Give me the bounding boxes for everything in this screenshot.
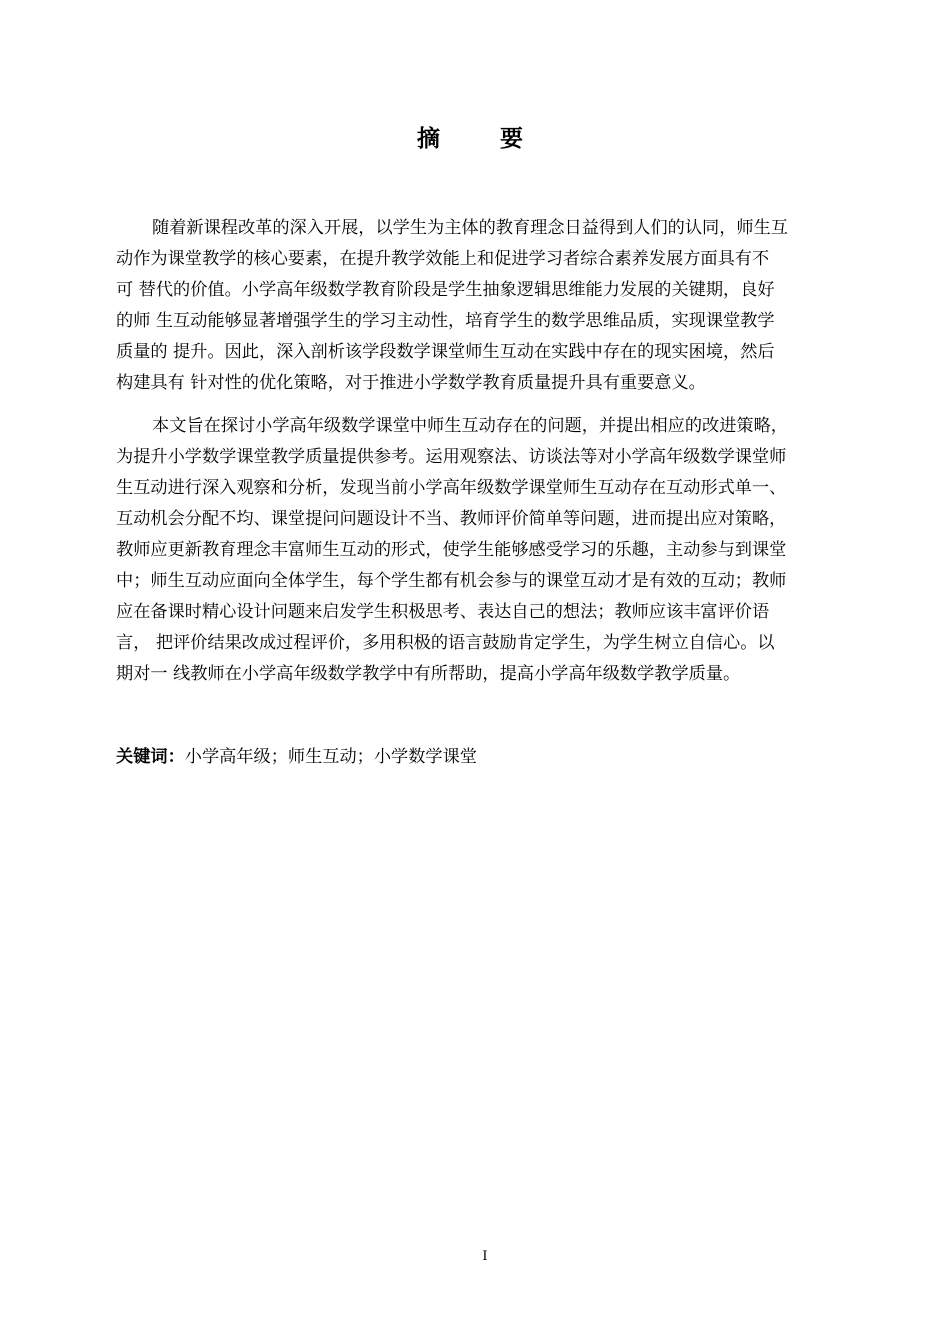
paragraph-line: 质量的 提升。因此，深入剖析该学段数学课堂师生互动在实践中存在的现实困境，然后 (116, 342, 775, 362)
keywords (116, 742, 477, 773)
keywords-label: 关键词： (116, 747, 185, 767)
paragraph-line: 中；师生互动应面向全体学生，每个学生都有机会参与的课堂互动才是有效的互动；教师 (116, 571, 787, 591)
paragraph-line: 构建具有 针对性的优化策略，对于推进小学数学教育质量提升具有重要意义。 (116, 373, 706, 393)
paragraph-line: 可 替代的价值。小学高年级数学教育阶段是学生抽象逻辑思维能力发展的关键期，良好 (116, 280, 775, 300)
abstract-paragraph-1 (116, 213, 860, 399)
paragraph-line: 应在备课时精心设计问题来启发学生积极思考、表达自己的想法；教师应该丰富评价语 (116, 602, 770, 622)
paragraph-line: 本文旨在探讨小学高年级数学课堂中师生互动存在的问题，并提出相应的改进策略， (152, 416, 788, 436)
abstract-title: 摘 要 (416, 126, 549, 152)
paragraph-line: 期对一 线教师在小学高年级数学教学中有所帮助，提高小学高年级数学教学质量。 (116, 664, 741, 684)
paragraph-line: 动作为课堂教学的核心要素，在提升教学效能上和促进学习者综合素养发展方面具有不 (116, 249, 770, 269)
abstract-paragraph-2 (116, 411, 860, 690)
paragraph-line: 生互动进行深入观察和分析，发现当前小学高年级数学课堂师生互动存在互动形式单一、 (116, 478, 787, 498)
paragraph-line: 的师 生互动能够显著增强学生的学习主动性，培育学生的数学思维品质，实现课堂教学 (116, 311, 775, 331)
paragraph-line: 言， 把评价结果改成过程评价，多用积极的语言鼓励肯定学生，为学生树立自信心。以 (116, 633, 775, 653)
page-number: I (482, 1249, 488, 1264)
keywords-value: 小学高年级；师生互动；小学数学课堂 (184, 747, 477, 767)
paragraph-line: 互动机会分配不均、课堂提问问题设计不当、教师评价简单等问题，进而提出应对策略， (116, 509, 787, 529)
paragraph-line: 为提升小学数学课堂教学质量提供参考。运用观察法、访谈法等对小学高年级数学课堂师 (116, 447, 787, 467)
paragraph-line: 教师应更新教育理念丰富师生互动的形式，使学生能够感受学习的乐趣，主动参与到课堂 (116, 540, 787, 560)
paragraph-line: 随着新课程改革的深入开展，以学生为主体的教育理念日益得到人们的认同，师生互 (152, 218, 788, 238)
